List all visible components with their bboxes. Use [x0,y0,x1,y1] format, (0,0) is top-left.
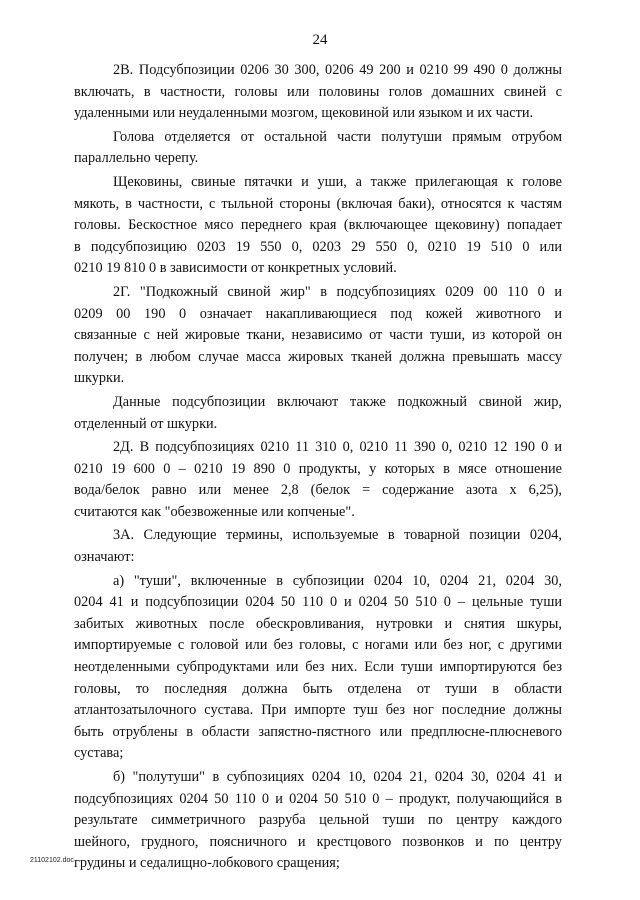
text-line: Голова отделяется от остальной части полутуши прямым отрубом [113,128,562,145]
text-line: параллельно черепу. [74,150,199,167]
paragraph-2g [74,282,562,390]
text-line: головы. Бескостное мясо переднего края (включающее щековину) попадает [74,217,562,234]
document-body [74,60,562,877]
text-line: быть отрублены в области запястно-пястного или предплюсне-плюсневого [74,723,562,740]
paragraph-b [74,767,562,875]
text-line: 2Д. В подсубпозициях 0210 11 310 0, 0210 11 390 0, 0210 12 190 0 и [113,439,562,456]
text-line: подсубпозициях 0204 50 110 0 и 0204 50 510 0 – продукт, получающийся в [74,790,562,807]
text-line: 2Г. "Подкожный свиной жир" в подсубпозициях 0209 00 110 0 и [113,283,562,300]
text-line: головы, то последняя должна быть отделена от туши в области [74,680,562,697]
text-line: неотделенными субпродуктами или без них. Если туши импортируются без [74,659,562,676]
paragraph-3a [74,525,562,568]
text-line: удаленными или неудаленными мозгом, щековиной или языком и их части. [74,105,534,122]
text-line: 0209 00 190 0 означает накапливающиеся под кожей животного и [74,305,562,322]
text-line: грудины и седалищно-лобкового сращения; [74,855,340,872]
text-line: получен; в любом случае масса жировых тканей должна превышать массу [74,348,562,365]
text-line: шейного, грудного, поясничного и крестцового позвонков и по центру [74,833,562,850]
text-line: забитых животных после обескровливания, нутровки и снятия шкуры, [74,615,562,632]
text-line: мякоть, в частности, с тыльной стороны (включая баки), относятся к частям [74,195,562,212]
paragraph-2v [74,60,562,125]
text-line: Щековины, свиные пятачки и уши, а также прилегающая к голове [113,173,562,190]
paragraph-head [74,127,562,170]
text-line: 0210 19 810 0 в зависимости от конкретных условий. [74,260,397,277]
text-line: считаются как "обезвоженные или копченые". [74,503,355,520]
text-line: 2В. Подсубпозиции 0206 30 300, 0206 49 200 и 0210 99 490 0 должны [113,62,562,78]
paragraph-cheeks [74,172,562,280]
text-line: означают: [74,549,135,566]
page-number: 24 [312,32,328,48]
paragraph-data-sub [74,392,562,435]
text-line: импортируемые с головой или без головы, с ногами или без ног, с другими [74,637,562,654]
text-line: результате симметричного разруба цельной туши по центру каждого [74,812,562,829]
text-line: связанные с ней жировые ткани, независимо от части туши, из которой он [74,327,562,344]
text-line: 0204 41 и подсубпозиции 0204 50 110 0 и 0204 50 510 0 – цельные туши [74,594,562,611]
paragraph-a [74,571,562,765]
text-line: б) "полутуши" в субпозициях 0204 10, 0204 21, 0204 30, 0204 41 и [113,769,562,785]
text-line: 0210 19 600 0 – 0210 19 890 0 продукты, у которых в мясе отношение [74,460,562,477]
text-line: 3А. Следующие термины, используемые в товарной позиции 0204, [113,527,562,544]
text-line: шкурки. [74,370,125,387]
text-line: в подсубпозицию 0203 19 550 0, 0203 29 550 0, 0210 19 510 0 или [74,238,562,255]
text-line: отделенный от шкурки. [74,415,218,432]
file-name-footer: 21102102.doc [30,857,74,864]
text-line: Данные подсубпозиции включают также подкожный свиной жир, [113,393,562,410]
text-line: включать, в частности, головы или половины голов домашних свиней с [74,83,562,100]
paragraph-2d [74,437,562,523]
text-line: вода/белок равно или менее 2,8 (белок = содержание азота x 6,25), [74,482,562,499]
text-line: атлантозатылочного сустава. При импорте туш без ног последние должны [74,702,562,719]
text-line: сустава; [74,745,124,762]
text-line: а) "туши", включенные в субпозиции 0204 10, 0204 21, 0204 30, [113,572,562,589]
